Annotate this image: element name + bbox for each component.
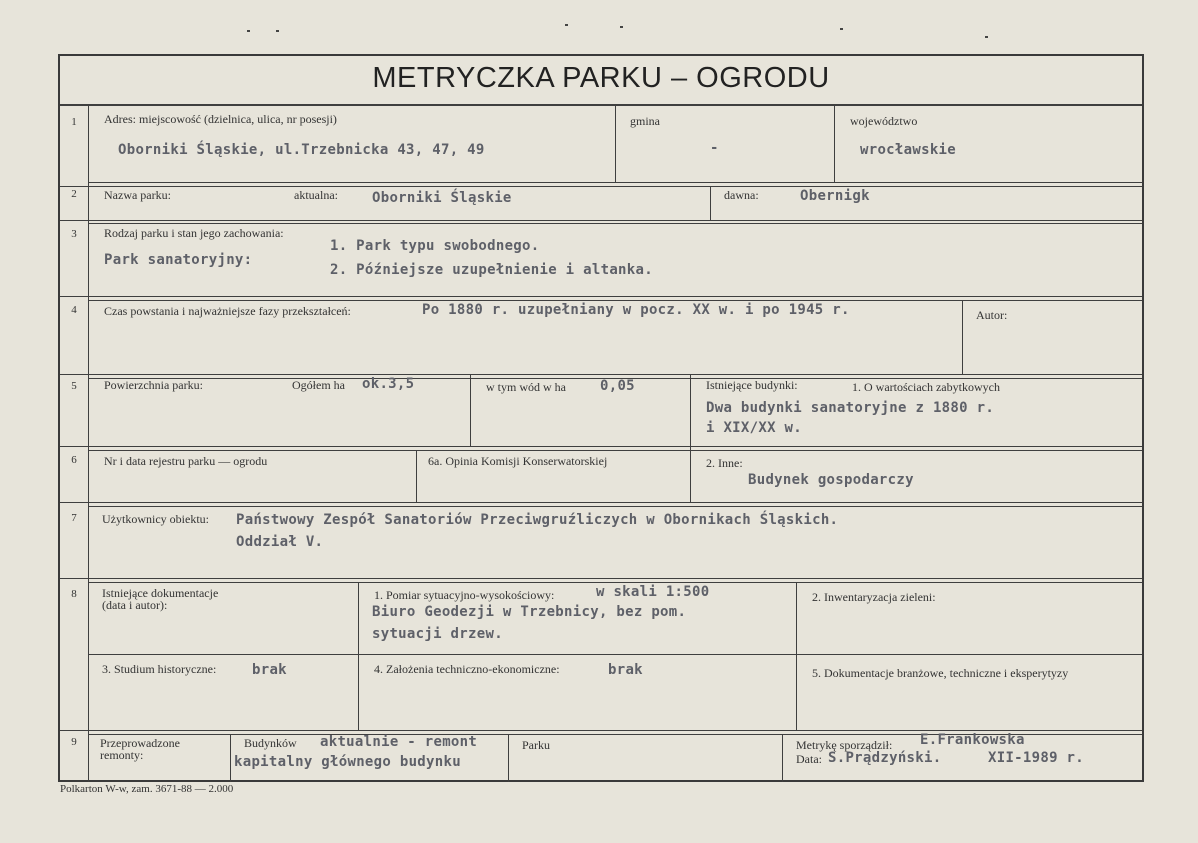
buildings-label: Istniejące budynki:	[706, 378, 798, 392]
rule	[962, 300, 963, 374]
origin-time-value: Po 1880 r. uzupełniany w pocz. XX w. i po 1945 r.	[422, 302, 850, 318]
other-buildings-label: 2. Inne:	[706, 456, 743, 470]
rule	[60, 578, 1142, 579]
park-name-label: Nazwa parku:	[104, 188, 171, 202]
area-label: Powierzchnia parku:	[104, 378, 203, 392]
paper-speck	[620, 26, 623, 28]
greenery-inventory-label: 2. Inwentaryzacja zieleni:	[812, 590, 936, 604]
commission-opinion-label: 6a. Opinia Komisji Konserwatorskiej	[428, 454, 608, 468]
rule	[88, 223, 1142, 224]
park-type-label: Rodzaj parku i stan jego zachowania:	[104, 226, 284, 240]
address-label: Adres: miejscowość (dzielnica, ulica, nr posesji)	[104, 112, 337, 126]
survey-value-3: sytuacji drzew.	[372, 626, 503, 642]
printer-footer: Polkarton W-w, zam. 3671-88 — 2.000	[60, 783, 234, 795]
paper-speck	[840, 28, 843, 30]
buildings-repairs-label: Budynków	[244, 736, 297, 750]
total-area-value: ok.3,5	[362, 376, 415, 392]
origin-time-label: Czas powstania i najważniejsze fazy przekształceń:	[104, 304, 351, 318]
former-name-value: Obernigk	[800, 188, 870, 204]
rule	[796, 582, 797, 730]
park-type-value: Park sanatoryjny:	[104, 252, 253, 268]
row-number: 3	[71, 228, 77, 240]
row-number: 4	[71, 304, 77, 316]
repairs-label-2: remonty:	[100, 748, 144, 762]
survey-value-2: Biuro Geodezji w Trzebnicy, bez pom.	[372, 604, 687, 620]
row-number: 7	[71, 512, 77, 524]
paper-speck	[565, 24, 568, 26]
date-label: Data:	[796, 752, 822, 766]
documentation-label-2: (data i autor):	[102, 598, 168, 612]
rule	[508, 734, 509, 782]
buildings-repairs-value-2: kapitalny głównego budynku	[234, 754, 461, 770]
row-number: 8	[71, 588, 77, 600]
repairs-label-1: Przeprowadzone	[100, 736, 180, 750]
buildings-repairs-value-1: aktualnie - remont	[320, 734, 478, 750]
tech-econ-value: brak	[608, 662, 643, 678]
rule	[88, 450, 1142, 451]
rule	[690, 374, 691, 502]
paper-speck	[247, 30, 250, 32]
date-value-2: XII-1989 r.	[988, 750, 1085, 766]
register-label: Nr i data rejestru parku — ogrodu	[104, 454, 268, 468]
users-label: Użytkownicy obiektu:	[102, 512, 209, 526]
historical-study-label: 3. Studium historyczne:	[102, 662, 217, 676]
paper-speck	[276, 30, 279, 32]
row-number: 5	[71, 380, 77, 392]
rule	[60, 296, 1142, 297]
park-type-item-1: 1. Park typu swobodnego.	[330, 238, 540, 254]
park-record-card	[58, 54, 1144, 782]
voivodeship-label: województwo	[850, 114, 918, 128]
card-title: METRYCZKA PARKU – OGRODU	[372, 62, 830, 94]
park-repairs-label: Parku	[522, 738, 550, 752]
current-name-value: Oborniki Śląskie	[372, 190, 512, 206]
rule	[470, 374, 471, 446]
rule	[60, 374, 1142, 375]
rule	[230, 734, 231, 782]
park-type-item-2: 2. Późniejsze uzupełnienie i altanka.	[330, 262, 653, 278]
rule	[88, 654, 1142, 655]
paper-speck	[985, 36, 988, 38]
gmina-label: gmina	[630, 114, 660, 128]
address-value: Oborniki Śląskie, ul.Trzebnicka 43, 47, 49	[118, 142, 485, 158]
water-area-value: 0,05	[600, 378, 635, 394]
rule	[615, 106, 616, 182]
total-area-label: Ogółem ha	[292, 378, 345, 392]
current-name-label: aktualna:	[294, 188, 338, 202]
water-area-label: w tym wód w ha	[486, 380, 566, 394]
survey-label: 1. Pomiar sytuacyjno-wysokościowy:	[374, 588, 555, 602]
rule	[358, 582, 359, 730]
rule	[88, 506, 1142, 507]
rule	[416, 450, 417, 502]
rule	[710, 186, 711, 220]
rule	[88, 182, 1142, 183]
row-number: 9	[71, 736, 77, 748]
date-value-1: S.Prądzyński.	[828, 750, 942, 766]
row-number: 1	[71, 116, 77, 128]
voivodeship-value: wrocławskie	[860, 142, 957, 158]
former-name-label: dawna:	[724, 188, 759, 202]
rule	[60, 104, 1142, 106]
documentation-label-1: Istniejące dokumentacje	[102, 586, 219, 600]
survey-value-1: w skali 1:500	[596, 584, 710, 600]
gmina-value: -	[710, 140, 719, 156]
rule	[60, 186, 1142, 187]
users-value-2: Oddział V.	[236, 534, 324, 550]
monument-buildings-value-1: Dwa budynki sanatoryjne z 1880 r.	[706, 400, 995, 416]
rule	[60, 220, 1142, 221]
prepared-by-label: Metrykę sporządził:	[796, 738, 893, 752]
rule	[88, 104, 89, 782]
prepared-by-value: E.Frankowska	[920, 732, 1025, 748]
branch-docs-label: 5. Dokumentacje branżowe, techniczne i eksperytyzy	[812, 666, 1069, 680]
users-value-1: Państwowy Zespół Sanatoriów Przeciwgruźliczych w Obornikach Śląskich.	[236, 512, 839, 528]
monument-buildings-label: 1. O wartościach zabytkowych	[852, 380, 1000, 394]
rule	[60, 446, 1142, 447]
other-buildings-value: Budynek gospodarczy	[748, 472, 914, 488]
monument-buildings-value-2: i XIX/XX w.	[706, 420, 803, 436]
tech-econ-label: 4. Założenia techniczno-ekonomiczne:	[374, 662, 560, 676]
row-number: 2	[71, 188, 77, 200]
historical-study-value: brak	[252, 662, 287, 678]
rule	[60, 502, 1142, 503]
rule	[834, 106, 835, 182]
author-label: Autor:	[976, 308, 1008, 322]
row-number: 6	[71, 454, 77, 466]
rule	[782, 734, 783, 782]
